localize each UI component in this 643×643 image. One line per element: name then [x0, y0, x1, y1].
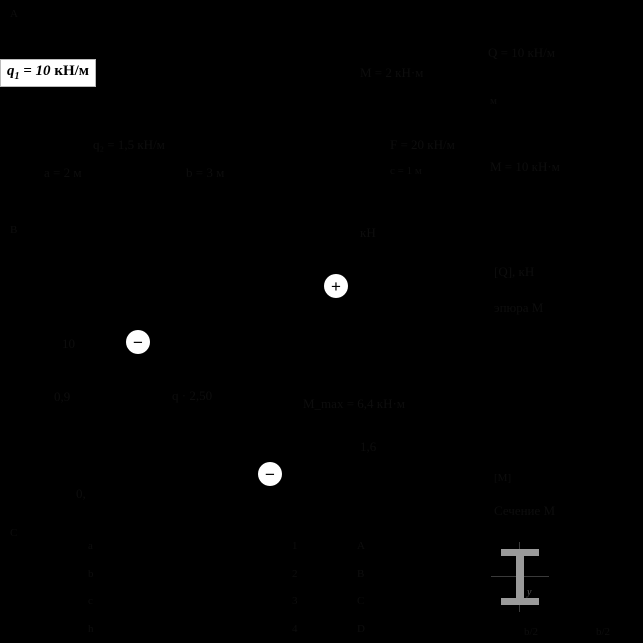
table-cell: b	[88, 567, 94, 580]
web	[516, 555, 524, 599]
sign-marker-minus-upper: −	[126, 330, 150, 354]
q1-load-label	[0, 59, 96, 87]
section-caption: Сечение M	[494, 503, 556, 518]
diagram-value-10: 10	[62, 336, 75, 351]
table-column-2	[292, 540, 298, 636]
scheme-label-q2: q₂ = 1,5 кН/м	[93, 137, 165, 152]
table-column-1	[88, 540, 94, 636]
diagram-value-mmax: M_max = 6,4 кН·м	[303, 396, 406, 411]
marker-top-left: A	[10, 8, 18, 20]
axis-y-label: y	[527, 587, 532, 598]
q-diagram-caption: эпюра М	[494, 300, 544, 315]
table-cell: A	[357, 540, 365, 552]
dimension-left-label: b/2	[524, 626, 539, 638]
scheme-label-b: b = 3 м	[186, 165, 225, 180]
scheme-label-c: c = 1 м	[390, 165, 422, 177]
cross-section-figure	[497, 549, 543, 605]
scheme-label-moment: M = 10 кН·м	[490, 159, 560, 174]
table-cell: D	[357, 622, 365, 635]
scheme-label-m: M = 2 кН·м	[360, 65, 424, 80]
table-cell: 1	[292, 540, 298, 552]
i-beam-icon	[497, 549, 543, 605]
table-cell: h	[88, 622, 94, 635]
table-column-3	[357, 540, 365, 636]
flange-bottom	[501, 598, 539, 605]
table-cell: 2	[292, 567, 298, 580]
marker-mid-left: B	[10, 224, 18, 236]
sign-marker-plus: +	[324, 274, 348, 298]
q1-subscript: 1	[14, 71, 20, 82]
q1-symbol: q	[7, 63, 15, 79]
scheme-label-m-unit: м	[490, 95, 497, 107]
marker-bottom-left: C	[10, 527, 18, 539]
dimension-right-label: b/2	[596, 626, 611, 638]
sign-marker-minus-lower: −	[258, 462, 282, 486]
q1-unit: кН/м	[54, 63, 90, 79]
q-diagram-label: кН	[360, 225, 376, 240]
diagram-value-09: 0,9	[54, 389, 71, 404]
m-diagram-label: [М]	[494, 472, 512, 484]
scheme-label-f: F = 20 кН/м	[390, 137, 455, 152]
scheme-label-q: Q = 10 кН/м	[488, 45, 556, 60]
diagram-value-q250: q · 2,50	[172, 388, 213, 403]
table-cell: B	[357, 567, 365, 580]
q-diagram-axis: [Q], кН	[494, 264, 535, 279]
table-cell: a	[88, 540, 93, 552]
table-cell: 3	[292, 595, 298, 608]
table-cell: 4	[292, 622, 298, 635]
q1-equals: = 10	[19, 63, 55, 79]
table-cell: c	[88, 595, 93, 608]
scheme-label-a: a = 2 м	[44, 165, 82, 180]
diagram-value-16: 1,6	[360, 439, 377, 454]
diagram-value-0: 0,	[76, 486, 86, 501]
table-cell: C	[357, 595, 365, 608]
